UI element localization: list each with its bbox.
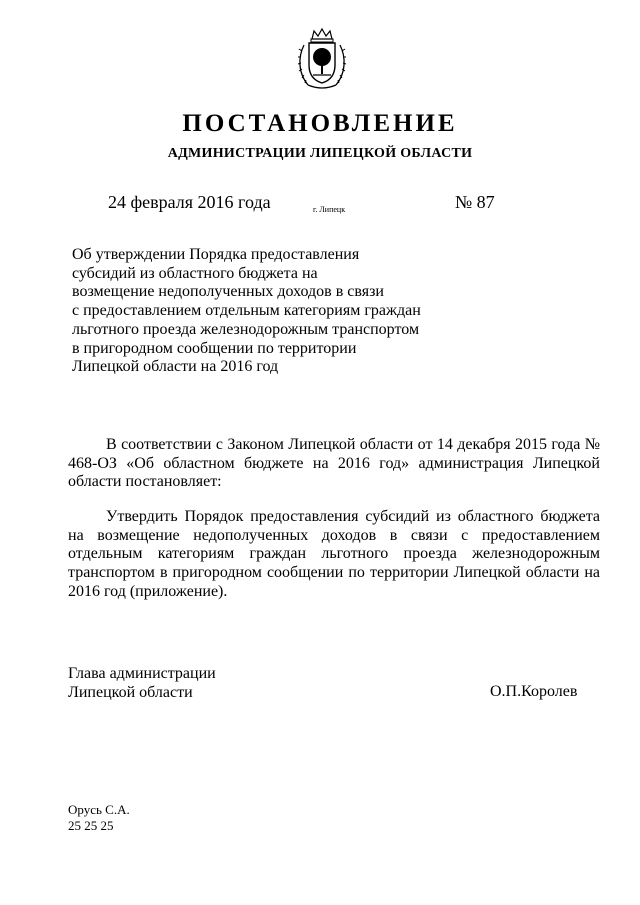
- document-number: № 87: [455, 192, 495, 212]
- heading-line: с предоставлением отдельным категориям граждан: [72, 302, 421, 320]
- signatory-position: [68, 664, 216, 702]
- executor-info: [68, 802, 130, 834]
- body-paragraph-2: Утвердить Порядок предоставления субсидий из областного бюджета на возмещение недополученных доходов в связи с предоставлением отдельным категориям граждан льготного проезда железнодорожным транспортом в пригородном сообщении по территории Липецкой области на 2016 год (приложение).: [68, 508, 600, 600]
- heading-line: возмещение недополученных доходов в связи: [72, 283, 384, 301]
- coat-of-arms-icon: [296, 27, 348, 93]
- document-heading: [72, 246, 421, 377]
- document-title: ПОСТАНОВЛЕНИЕ: [182, 110, 458, 137]
- heading-line: Липецкой области на 2016 год: [72, 358, 279, 376]
- heading-line: Об утверждении Порядка предоставления: [72, 246, 360, 263]
- signatory-name: О.П.Королев: [490, 683, 578, 700]
- heading-line: льготного проезда железнодорожным транспортом: [72, 320, 420, 338]
- body-paragraph-1: В соответствии с Законом Липецкой области от 14 декабря 2015 года № 468-ОЗ «Об областном бюджете на 2016 год» администрация Липецкой области постановляет:: [68, 436, 600, 491]
- document-city: г. Липецк: [313, 205, 346, 214]
- issuing-authority: АДМИНИСТРАЦИИ ЛИПЕЦКОЙ ОБЛАСТИ: [167, 146, 473, 161]
- signatory-position-line: Липецкой области: [68, 684, 193, 701]
- heading-line: субсидий из областного бюджета на: [72, 264, 318, 282]
- executor-phone: 25 25 25: [68, 818, 114, 833]
- heading-line: в пригородном сообщении по территории: [72, 339, 357, 357]
- document-date: 24 февраля 2016 года: [108, 192, 271, 212]
- signatory-position-line: Глава администрации: [68, 665, 216, 682]
- executor-name: Орусь С.А.: [68, 802, 130, 817]
